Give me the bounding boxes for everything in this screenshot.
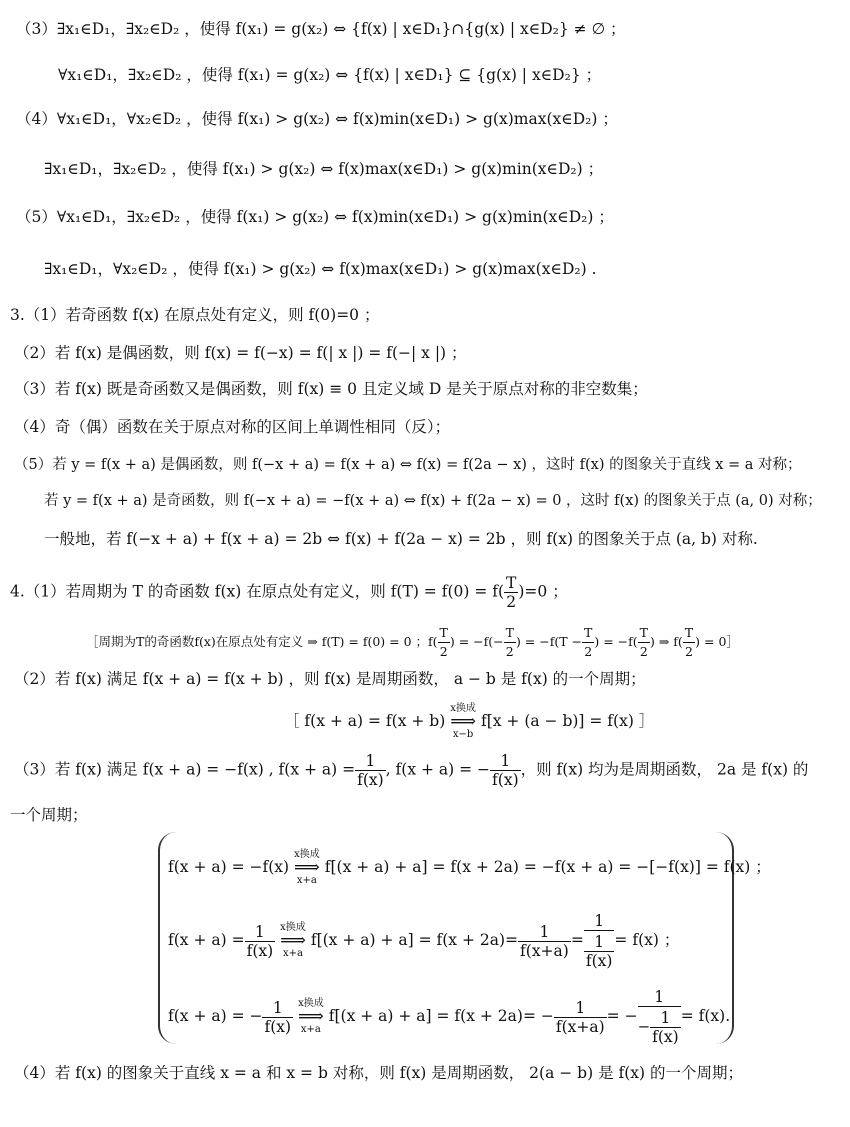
frac-den: 2 xyxy=(639,644,648,659)
text-line-1: （3）∃x₁∈D₁，∃x₂∈D₂ ，使得 f(x₁) = g(x₂) ⇔ {f(x) | x∈D₁}∩{g(x) | x∈D₂} ≠ ∅ ； xyxy=(16,20,626,38)
frac-num: 1 xyxy=(584,912,615,931)
box3-c: = − xyxy=(606,1007,638,1025)
frac-1-over-fx xyxy=(355,752,386,789)
frac-num: T xyxy=(506,574,517,592)
text-14-a: 4.（1）若周期为 T 的奇函数 f(x) 在原点处有定义，则 f(T) = f(0) = f( xyxy=(10,582,505,601)
frac-b xyxy=(504,624,516,661)
implies-arrow-xa-3 xyxy=(298,999,324,1035)
frac-num: 1 xyxy=(490,752,521,771)
frac-d xyxy=(638,624,650,661)
text-15-d: ) = −f( xyxy=(594,634,638,649)
text-line-14 xyxy=(10,574,568,611)
text-18-b: , f(x + a) = − xyxy=(385,760,491,779)
frac-den: f(x) xyxy=(357,771,384,789)
frac-box3-2 xyxy=(554,999,607,1036)
implies-arrow-xa-1 xyxy=(294,850,320,886)
text-line-8: （2）若 f(x) 是偶函数，则 f(x) = f(−x) = f(| x |) = f(−| x |) ； xyxy=(14,344,467,362)
text-line-16: （2）若 f(x) 满足 f(x + a) = f(x + b) ，则 f(x) 是周期函数， a − b 是 f(x) 的一个周期； xyxy=(14,670,646,688)
box2-a: f(x + a) = xyxy=(168,931,245,949)
frac-den: f(x+a) xyxy=(555,1017,605,1036)
frac-den: f(x) xyxy=(246,941,274,960)
frac-a xyxy=(438,624,450,661)
frac-nested-1 xyxy=(584,912,615,970)
text-line-10: （4）奇（偶）函数在关于原点对称的区间上单调性相同（反）； xyxy=(14,418,451,436)
frac-nested-2 xyxy=(638,988,681,1046)
box1-b: f[(x + a) + a] = f(x + 2a) = −f(x + a) = −[−f(x)] = f(x) ； xyxy=(324,858,771,876)
text-18-c: ，则 f(x) 均为是周期函数， 2a 是 f(x) 的 xyxy=(520,760,809,779)
frac-box3-1 xyxy=(262,999,293,1036)
frac-den: 2 xyxy=(584,644,593,659)
text-17-b: f[x + (a − b)] = f(x) ］ xyxy=(480,712,655,730)
text-line-19: 一个周期； xyxy=(10,806,88,824)
frac-num: T xyxy=(582,624,594,643)
text-15-b: ) = −f(− xyxy=(449,634,504,649)
box2-c: = xyxy=(570,931,584,949)
frac-den: f(x) xyxy=(652,1028,679,1046)
frac-den: 2 xyxy=(505,644,514,659)
text-15-a: ［周期为T的奇函数f(x)在原点处有定义 ⇒ f(T) = f(0) = 0 ；f( xyxy=(86,634,438,649)
arrow-bottom-label: x−b xyxy=(452,729,474,740)
text-line-9: （3）若 f(x) 既是奇函数又是偶函数，则 f(x) ≡ 0 且定义域 D 是关于原点对称的非空数集； xyxy=(14,380,648,398)
inner-frac xyxy=(584,933,615,970)
text-18-a: （3）若 f(x) 满足 f(x + a) = −f(x) , f(x + a) = xyxy=(14,760,356,779)
text-line-5: （5）∀x₁∈D₁，∃x₂∈D₂ ，使得 f(x₁) > g(x₂) ⇔ f(x)min(x∈D₁) > g(x)min(x∈D₂) ； xyxy=(16,208,614,226)
box3-b: f[(x + a) + a] = f(x + 2a)= − xyxy=(328,1007,554,1025)
implies-arrow-xb xyxy=(450,704,476,740)
frac-den: f(x) xyxy=(492,771,519,789)
box-line-1 xyxy=(168,850,771,886)
frac-num: 1 xyxy=(245,923,276,942)
frac-num: 1 xyxy=(638,988,681,1007)
arrow-bottom-label: x+a xyxy=(296,875,317,886)
text-line-2: ∀x₁∈D₁，∃x₂∈D₂ ，使得 f(x₁) = g(x₂) ⇔ {f(x) | x∈D₁} ⊆ {g(x) | x∈D₂} ； xyxy=(58,66,602,84)
frac-num: T xyxy=(683,624,695,643)
box3-a: f(x + a) = − xyxy=(168,1007,263,1025)
frac-den: 2 xyxy=(506,593,517,611)
frac-num: T xyxy=(638,624,650,643)
frac-e xyxy=(683,624,695,661)
frac-num: T xyxy=(504,624,516,643)
inner-frac xyxy=(650,1009,681,1046)
box-line-2 xyxy=(168,912,679,970)
arrow-symbol: ⟹ xyxy=(280,930,306,951)
frac-num: 1 xyxy=(584,933,615,952)
box-line-3 xyxy=(168,988,730,1046)
frac-den: f(x+a) xyxy=(520,941,569,960)
box2-d: = f(x) ； xyxy=(614,931,680,949)
text-15-e: ) ⇒ f( xyxy=(649,634,683,649)
box1-a: f(x + a) = −f(x) xyxy=(168,858,290,876)
text-line-18 xyxy=(14,752,808,789)
arrow-top-label: x换成 xyxy=(280,922,306,933)
arrow-symbol: ⟹ xyxy=(450,711,477,732)
text-line-20: （4）若 f(x) 的图象关于直线 x = a 和 x = b 对称，则 f(x) 是周期函数， 2(a − b) 是 f(x) 的一个周期； xyxy=(14,1064,743,1082)
arrow-bottom-label: x+a xyxy=(283,948,303,959)
frac-box2-2 xyxy=(518,923,571,960)
frac-den: f(x) xyxy=(585,952,613,970)
frac-den-nested xyxy=(584,931,615,970)
frac-num: 1 xyxy=(518,923,571,942)
frac-num: 1 xyxy=(355,752,386,771)
frac-den: 2 xyxy=(684,644,693,659)
text-15-f: ) = 0］ xyxy=(695,634,739,649)
arrow-top-label: x换成 xyxy=(450,703,476,714)
arrow-top-label: x换成 xyxy=(294,849,320,860)
text-line-17 xyxy=(284,704,654,740)
text-15-c: ) = −f(T − xyxy=(515,634,583,649)
frac-num: 1 xyxy=(262,999,293,1018)
frac-den: 2 xyxy=(439,644,448,659)
arrow-top-label: x换成 xyxy=(298,998,324,1009)
text-line-4: ∃x₁∈D₁，∃x₂∈D₂ ，使得 f(x₁) > g(x₂) ⇔ f(x)max(x∈D₁) > g(x)min(x∈D₂) ； xyxy=(44,160,604,178)
text-line-12: 若 y = f(x + a) 是奇函数，则 f(−x + a) = −f(x + a) ⇔ f(x) + f(2a − x) = 0 ，这时 f(x) 的图象关于点 (a, 0) 对称； xyxy=(44,493,822,509)
implies-arrow-xa-2 xyxy=(280,923,306,959)
frac-num: 1 xyxy=(554,999,607,1018)
frac-den-nested: − $\frac{1}{f(x)}$ xyxy=(637,1009,679,1046)
text-line-7: 3.（1）若奇函数 f(x) 在原点处有定义，则 f(0)=0 ； xyxy=(10,306,380,324)
text-14-b: )=0 ； xyxy=(518,582,568,601)
text-line-15 xyxy=(86,624,739,661)
frac-num: 1 xyxy=(650,1009,681,1028)
frac-1-over-fx-2 xyxy=(490,752,521,789)
box2-b: f[(x + a) + a] = f(x + 2a)= xyxy=(310,931,519,949)
arrow-symbol: ⟹ xyxy=(298,1006,324,1027)
text-line-11: （5）若 y = f(x + a) 是偶函数，则 f(−x + a) = f(x + a) ⇔ f(x) = f(2a − x) ，这时 f(x) 的图象关于直线 x = a 对称； xyxy=(14,457,802,473)
text-line-6: ∃x₁∈D₁，∀x₂∈D₂ ，使得 f(x₁) > g(x₂) ⇔ f(x)max(x∈D₁) > g(x)max(x∈D₂) . xyxy=(44,260,597,278)
frac-c xyxy=(582,624,594,661)
text-17-a: ［ f(x + a) = f(x + b) xyxy=(284,712,446,730)
arrow-symbol: ⟹ xyxy=(294,857,320,878)
arrow-bottom-label: x+a xyxy=(300,1024,321,1035)
frac-T-over-2 xyxy=(504,574,518,611)
text-line-3: （4）∀x₁∈D₁，∀x₂∈D₂ ，使得 f(x₁) > g(x₂) ⇔ f(x)min(x∈D₁) > g(x)max(x∈D₂) ； xyxy=(16,110,618,128)
frac-num: T xyxy=(438,624,450,643)
frac-den: f(x) xyxy=(264,1017,292,1036)
frac-box2-1 xyxy=(245,923,276,960)
text-line-13: 一般地，若 f(−x + a) + f(x + a) = 2b ⇔ f(x) + f(2a − x) = 2b ，则 f(x) 的图象关于点 (a, b) 对称. xyxy=(44,530,758,548)
box3-d: = f(x). xyxy=(680,1007,731,1025)
